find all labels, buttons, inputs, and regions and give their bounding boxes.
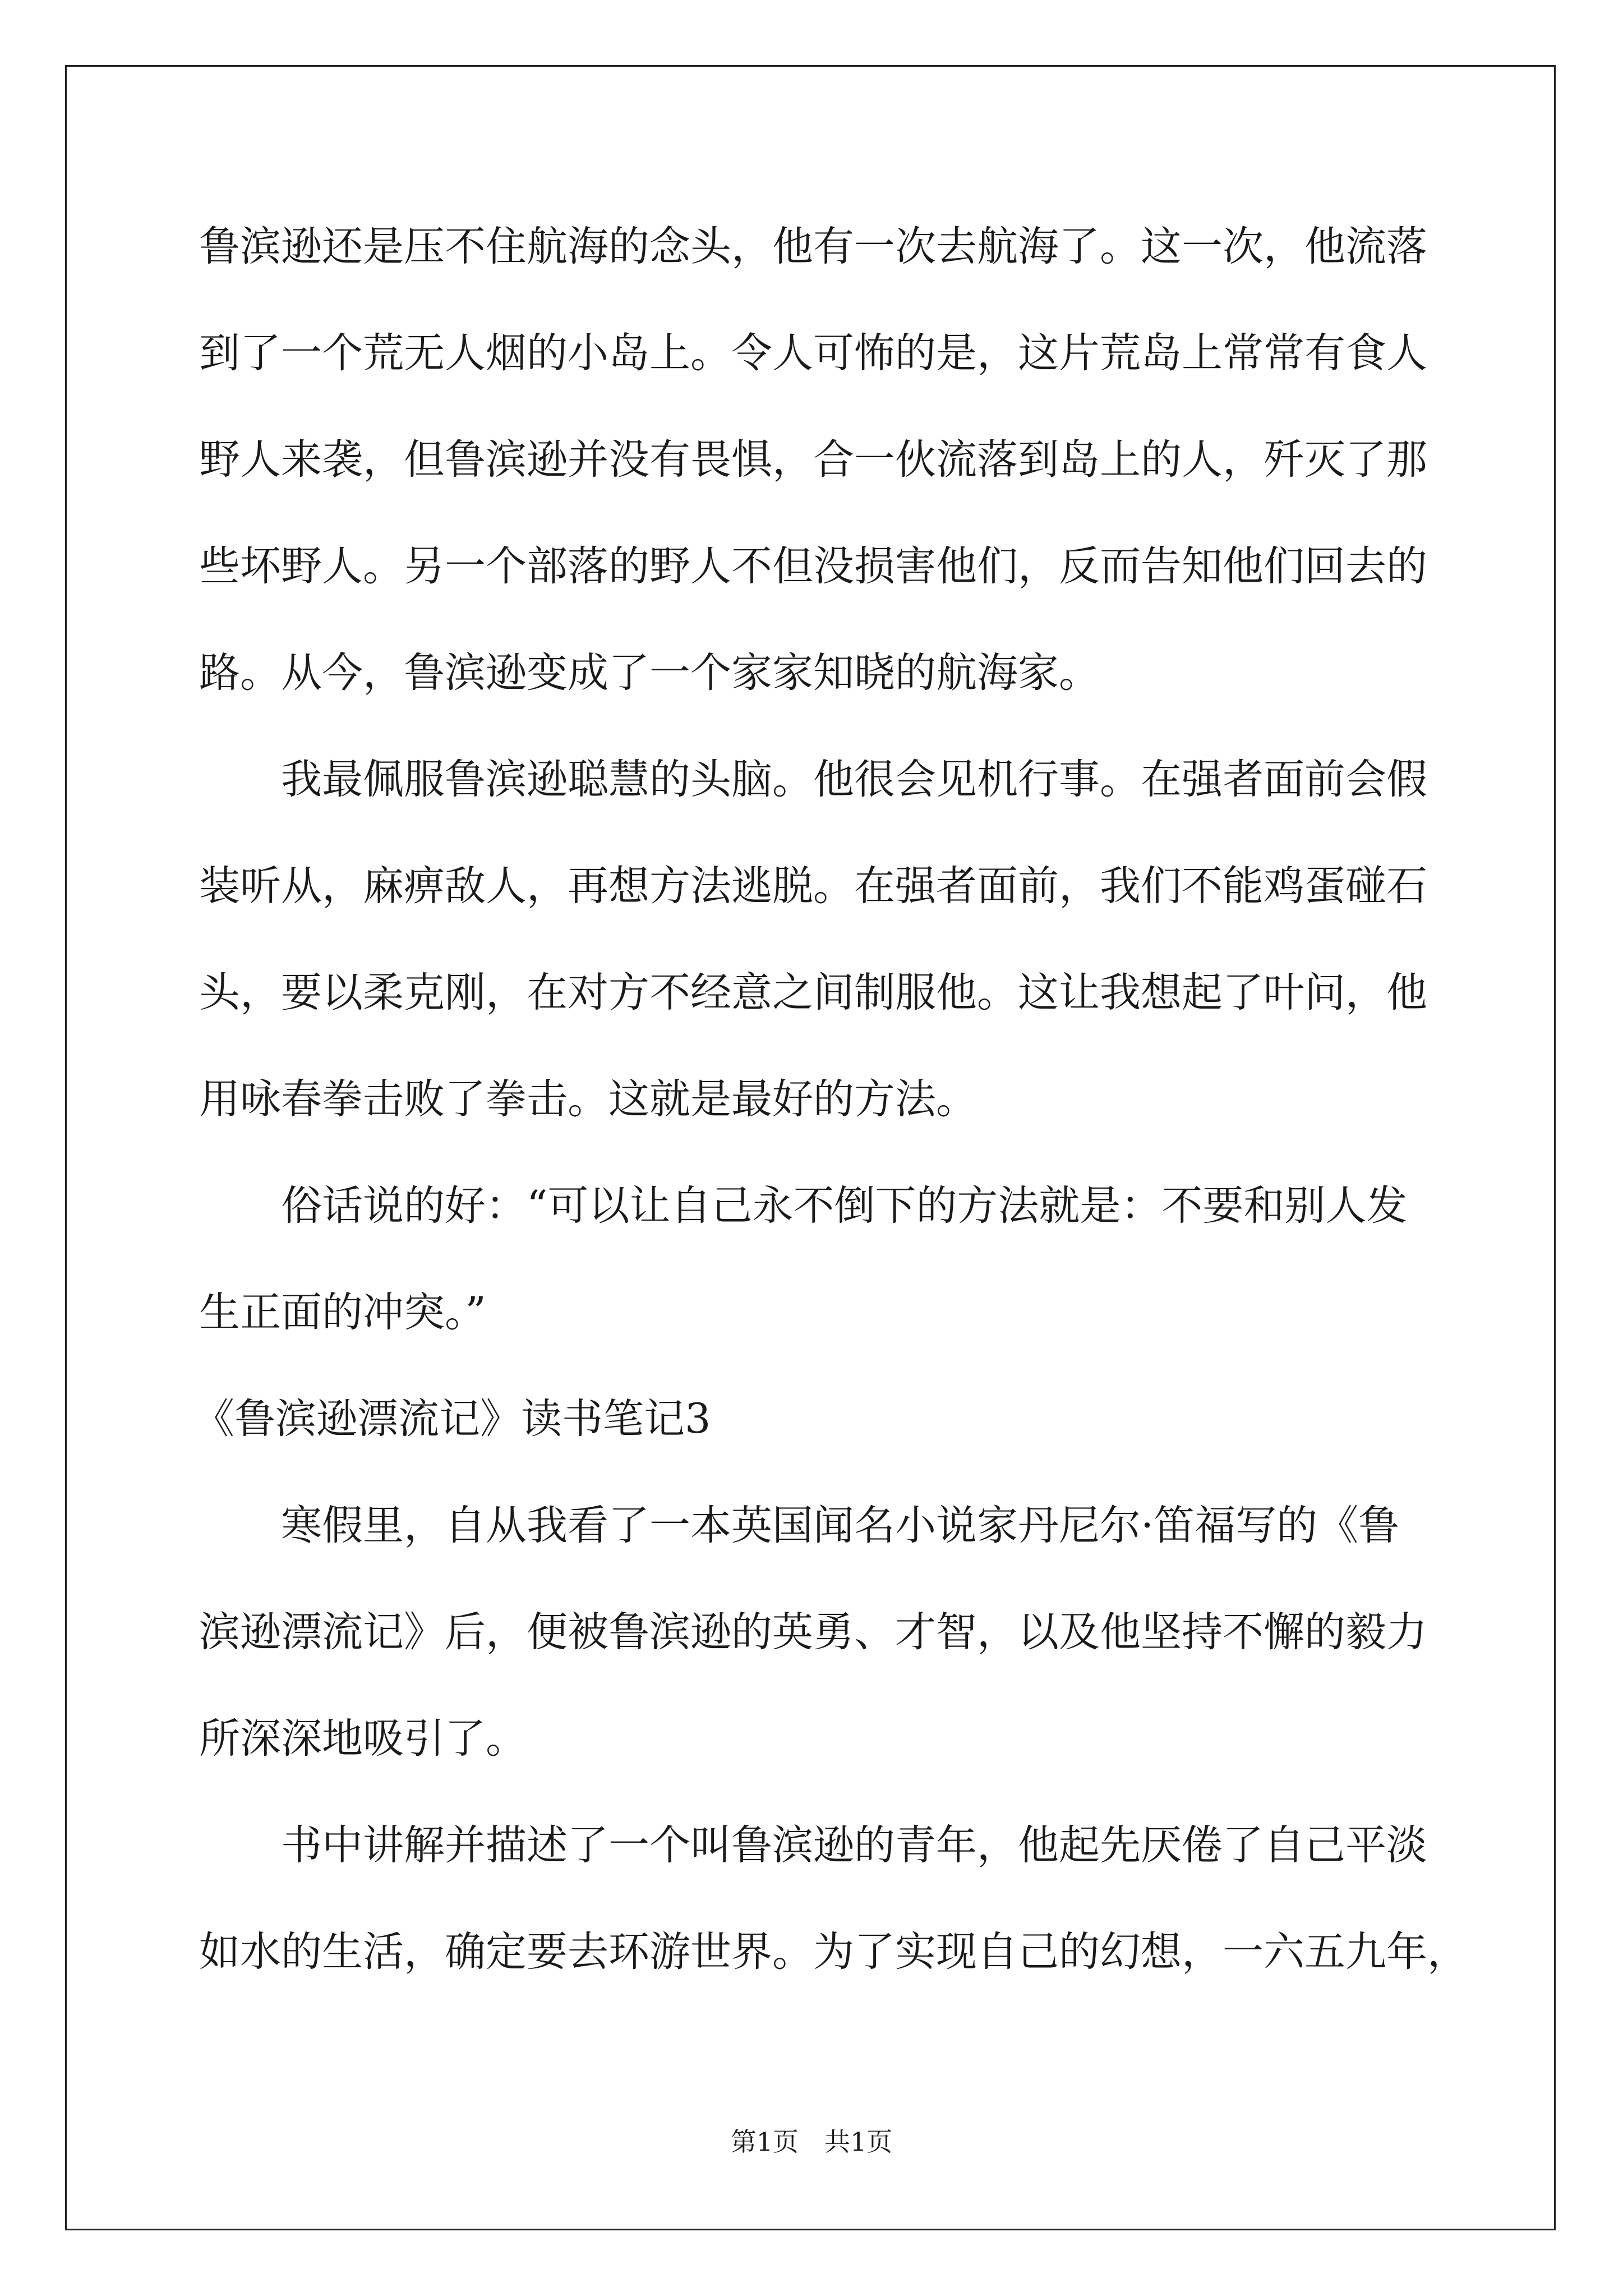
text-line: 到了一个荒无人烟的小岛上。令人可怖的是，这片荒岛上常常有食人 <box>199 329 1427 377</box>
text-line: 些坏野人。另一个部落的野人不但没损害他们，反而告知他们回去的 <box>199 542 1427 590</box>
text-line: 所深深地吸引了。 <box>199 1715 527 1763</box>
page-footer: 第1页 共1页 <box>730 2127 893 2157</box>
text-line: 俗话说的好：“可以让自己永不倒下的方法就是：不要和别人发 <box>199 1182 1408 1230</box>
text-line: 滨逊漂流记》后，便被鲁滨逊的英勇、才智，以及他坚持不懈的毅力 <box>199 1608 1427 1656</box>
text-line: 生正面的冲突。” <box>199 1289 486 1336</box>
text-line: 头，要以柔克刚，在对方不经意之间制服他。这让我想起了叶问，他 <box>199 969 1427 1016</box>
text-line: 装听从，麻痹敌人，再想方法逃脱。在强者面前，我们不能鸡蛋碰石 <box>199 862 1427 910</box>
section-heading: 《鲁滨逊漂流记》读书笔记3 <box>193 1395 711 1443</box>
text-line: 野人来袭，但鲁滨逊并没有畏惧，合一伙流落到岛上的人，歼灭了那 <box>199 436 1427 484</box>
text-line: 路。从今，鲁滨逊变成了一个家家知晓的航海家。 <box>199 649 1100 697</box>
document-body <box>193 216 1468 2028</box>
text-line: 如水的生活，确定要去环游世界。为了实现自己的幻想，一六五九年， <box>199 1928 1468 1976</box>
text-line: 鲁滨逊还是压不住航海的念头，他有一次去航海了。这一次，他流落 <box>199 223 1427 270</box>
text-line: 书中讲解并描述了一个叫鲁滨逊的青年，他起先厌倦了自己平淡 <box>199 1821 1427 1869</box>
text-line: 用咏春拳击败了拳击。这就是最好的方法。 <box>199 1075 977 1123</box>
text-line: 我最佩服鲁滨逊聪慧的头脑。他很会见机行事。在强者面前会假 <box>199 756 1427 803</box>
text-line: 寒假里，自从我看了一本英国闻名小说家丹尼尔·笛福写的《鲁 <box>199 1502 1400 1549</box>
